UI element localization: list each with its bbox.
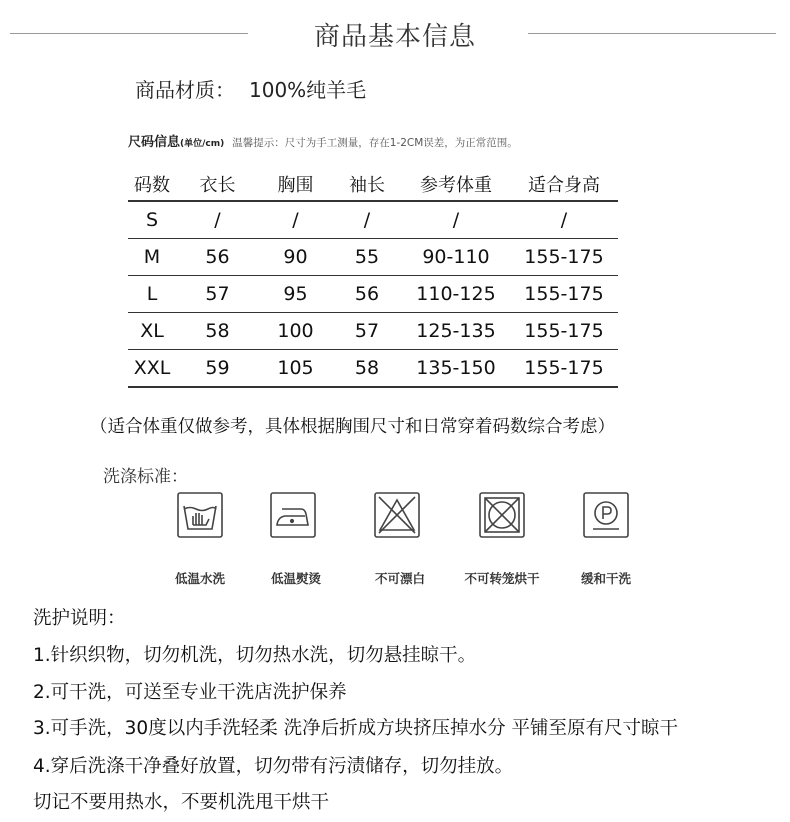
table-cell: / bbox=[402, 201, 510, 239]
table-cell: L bbox=[128, 276, 176, 313]
wash-label: 缓和干洗 bbox=[580, 571, 631, 586]
table-cell: / bbox=[332, 201, 402, 239]
table-cell: 135-150 bbox=[402, 350, 510, 388]
table-cell: 155-175 bbox=[510, 276, 618, 313]
size-table bbox=[128, 167, 618, 388]
size-table-header bbox=[128, 167, 618, 201]
table-row bbox=[128, 201, 618, 239]
table-row bbox=[128, 276, 618, 313]
header-cell: 衣长 bbox=[176, 167, 259, 201]
table-cell: / bbox=[510, 201, 618, 239]
table-row bbox=[128, 313, 618, 350]
material-line bbox=[135, 74, 366, 103]
no-bleach-icon bbox=[374, 492, 420, 538]
table-cell: 100 bbox=[259, 313, 332, 350]
table-cell: 58 bbox=[176, 313, 259, 350]
header-cell: 参考体重 bbox=[402, 167, 510, 201]
table-cell: / bbox=[176, 201, 259, 239]
table-cell: M bbox=[128, 239, 176, 276]
no-tumble-dry-icon bbox=[479, 492, 525, 538]
care-footer: 切记不要用热水，不要机洗甩干烘干 bbox=[33, 792, 330, 813]
size-note: （适合体重仅做参考，具体根据胸围尺寸和日常穿着码数综合考虑） bbox=[90, 417, 615, 437]
table-cell: 90 bbox=[259, 239, 332, 276]
table-cell: XL bbox=[128, 313, 176, 350]
header-cell: 适合身高 bbox=[510, 167, 618, 201]
title-rule-right bbox=[528, 33, 776, 34]
table-cell: 155-175 bbox=[510, 239, 618, 276]
size-info-heading bbox=[128, 131, 518, 150]
table-cell: 155-175 bbox=[510, 350, 618, 388]
wash-label: 低温熨烫 bbox=[270, 571, 321, 586]
care-item: 2.可干洗，可送至专业干洗店洗护保养 bbox=[33, 682, 347, 703]
table-cell: 55 bbox=[332, 239, 402, 276]
care-item: 3.可手洗，30度以内手洗轻柔 洗净后折成方块挤压掉水分 平铺至原有尺寸晾干 bbox=[33, 718, 678, 739]
table-cell: 56 bbox=[176, 239, 259, 276]
hand-wash-icon bbox=[177, 492, 223, 538]
header-cell: 码数 bbox=[128, 167, 176, 201]
table-cell: 57 bbox=[332, 313, 402, 350]
wash-label: 不可转笼烘干 bbox=[464, 571, 540, 586]
size-info-unit: (单位/cm) bbox=[180, 139, 225, 149]
table-row bbox=[128, 350, 618, 388]
table-cell: S bbox=[128, 201, 176, 239]
table-cell: 105 bbox=[259, 350, 332, 388]
header-cell: 袖长 bbox=[332, 167, 402, 201]
table-cell: 110-125 bbox=[402, 276, 510, 313]
material-value: 100%纯羊毛 bbox=[249, 78, 367, 102]
table-cell: 90-110 bbox=[402, 239, 510, 276]
care-item: 4.穿后洗涤干净叠好放置，切勿带有污渍储存，切勿挂放。 bbox=[33, 756, 514, 777]
header-cell: 胸围 bbox=[259, 167, 332, 201]
care-title: 洗护说明： bbox=[33, 608, 126, 629]
table-cell: 56 bbox=[332, 276, 402, 313]
wash-label: 低温水洗 bbox=[174, 571, 225, 586]
wash-label: 不可漂白 bbox=[374, 571, 425, 586]
material-label: 商品材质： bbox=[135, 78, 235, 102]
table-cell: 95 bbox=[259, 276, 332, 313]
table-cell: XXL bbox=[128, 350, 176, 388]
wash-title: 洗涤标准： bbox=[103, 467, 188, 487]
table-cell: 155-175 bbox=[510, 313, 618, 350]
table-cell: / bbox=[259, 201, 332, 239]
iron-low-icon bbox=[270, 492, 316, 538]
dry-clean-icon bbox=[583, 492, 629, 538]
table-cell: 58 bbox=[332, 350, 402, 388]
table-cell: 59 bbox=[176, 350, 259, 388]
page-title: 商品基本信息 bbox=[313, 22, 476, 52]
table-row bbox=[128, 239, 618, 276]
size-info-title: 尺码信息 bbox=[128, 135, 181, 150]
table-cell: 57 bbox=[176, 276, 259, 313]
care-item: 1.针织织物，切勿机洗，切勿热水洗，切勿悬挂晾干。 bbox=[33, 645, 477, 666]
size-info-tip: 温馨提示：尺寸为手工测量，存在1-2CM误差，为正常范围。 bbox=[232, 137, 518, 149]
table-cell: 125-135 bbox=[402, 313, 510, 350]
